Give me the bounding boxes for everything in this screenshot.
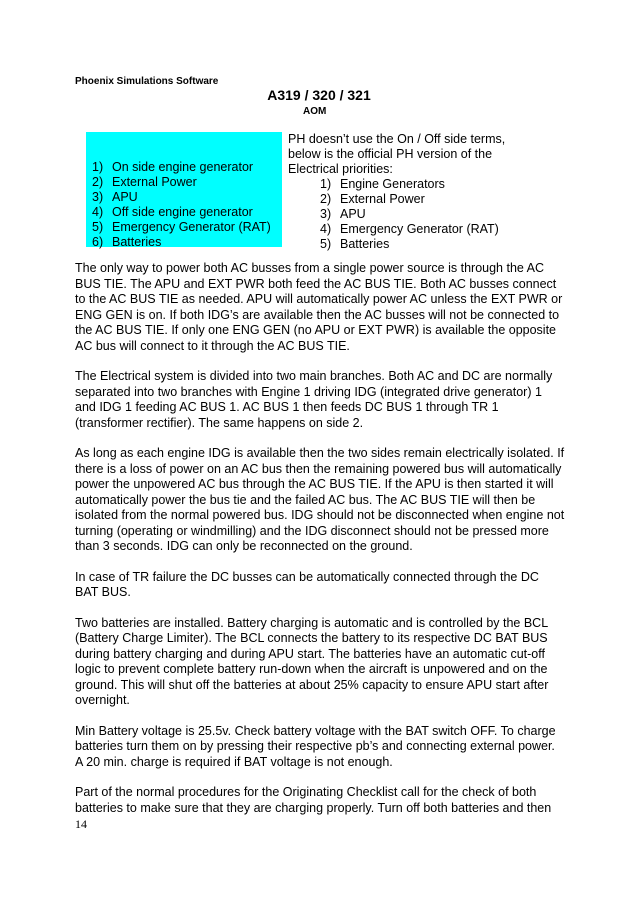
list-item: [92, 235, 271, 250]
ph-priority-block: [288, 132, 558, 252]
list-item: [92, 160, 271, 175]
ph-priority-list: [288, 177, 558, 252]
list-item-text: Batteries: [340, 237, 390, 251]
list-item: [320, 177, 558, 192]
paragraph: The Electrical system is divided into two main branches. Both AC and DC are normally separated into two branches with Engine 1 driving IDG (integrated drive generator) 1 and IDG 1 feeding AC BUS 1. AC BUS 1 then feeds DC BUS 1 through TR 1 (transformer rectifier). The same happens on side 2.: [75, 369, 553, 430]
list-item-number: 1): [92, 160, 104, 174]
list-item-text: Emergency Generator (RAT): [112, 220, 271, 234]
intro-line: Electrical priorities:: [288, 162, 393, 176]
list-item: [320, 237, 558, 252]
list-item: [320, 192, 558, 207]
list-item-number: 5): [320, 237, 332, 251]
intro-line: below is the official PH version of the: [288, 147, 493, 161]
list-item-number: 4): [320, 222, 332, 236]
list-item-text: Emergency Generator (RAT): [340, 222, 499, 236]
list-item-text: External Power: [340, 192, 425, 206]
list-item: [92, 190, 271, 205]
company-name: Phoenix Simulations Software: [75, 76, 219, 87]
paragraph: Min Battery voltage is 25.5v. Check battery voltage with the BAT switch OFF. To charge batteries turn them on by pressing their respective pb’s and connecting external power. A 20 min. charge is required if BAT voltage is not enough.: [75, 723, 556, 769]
list-item-number: 3): [320, 207, 332, 221]
list-item-text: On side engine generator: [112, 160, 254, 174]
page-number: 14: [75, 817, 87, 831]
paragraph: As long as each engine IDG is available then the two sides remain electrically isolated. If there is a loss of power on an AC bus then the remaining powered bus will automatically power the unpowered AC bus through the AC BUS TIE. If the APU is then started it will automatically power the bus tie and the failed AC bus. The AC BUS TIE will then be isolated from the normal powered bus. IDG should not be disconnected when engine not turning (operating or windmilling) and the IDG disconnect should not be pressed more than 3 seconds. IDG can only be reconnected on the ground.: [75, 446, 565, 553]
paragraph: In case of TR failure the DC busses can be automatically connected through the DC BAT BUS.: [75, 569, 539, 599]
list-item-number: 1): [320, 177, 332, 191]
paragraph: Two batteries are installed. Battery charging is automatic and is controlled by the BCL (Battery Charge Limiter). The BCL connects the battery to its respective DC BAT BUS during battery charging and during APU start. The batteries have an automatic cut-off logic to prevent complete battery run-down when the aircraft is unpowered and on the ground. This will shut off the batteries at about 25% capacity to ensure APU start after overnight.: [75, 615, 549, 707]
list-item-number: 5): [92, 220, 104, 234]
list-item-text: APU: [340, 207, 366, 221]
list-item-text: Batteries: [112, 235, 162, 249]
list-item: [92, 205, 271, 220]
list-item-number: 6): [92, 235, 104, 249]
list-item-text: Off side engine generator: [112, 205, 253, 219]
list-item-text: Engine Generators: [340, 177, 445, 191]
list-item-text: External Power: [112, 175, 197, 189]
list-item: [320, 222, 558, 237]
list-item-text: APU: [112, 190, 138, 204]
paragraph: Part of the normal procedures for the Originating Checklist call for the check of both batteries to make sure that they are charging properly. Turn off both batteries and then: [75, 785, 552, 815]
list-item-number: 4): [92, 205, 104, 219]
document-subtitle: AOM: [303, 106, 327, 117]
list-item: [92, 220, 271, 235]
list-item: [320, 207, 558, 222]
list-item-number: 3): [92, 190, 104, 204]
intro-line: PH doesn’t use the On / Off side terms,: [288, 132, 506, 146]
title-text: A319 / 320 / 321: [267, 87, 371, 103]
list-item: [92, 175, 271, 190]
paragraph: The only way to power both AC busses from a single power source is through the AC BUS TIE. The APU and EXT PWR both feed the AC BUS TIE. Both AC busses connect to the AC BUS TIE as needed. APU will automatically power AC unless the EXT PWR or ENG GEN is on. If both IDG’s are available then the AC busses will not be connected to the AC BUS TIE. If only one ENG GEN (no APU or EXT PWR) is available the opposite AC bus will connect to it through the AC BUS TIE.: [75, 261, 563, 353]
list-item-number: 2): [92, 175, 104, 189]
generic-priority-list: [92, 160, 271, 250]
body-text: [75, 261, 565, 831]
list-item-number: 2): [320, 192, 332, 206]
document-title: [0, 87, 638, 103]
